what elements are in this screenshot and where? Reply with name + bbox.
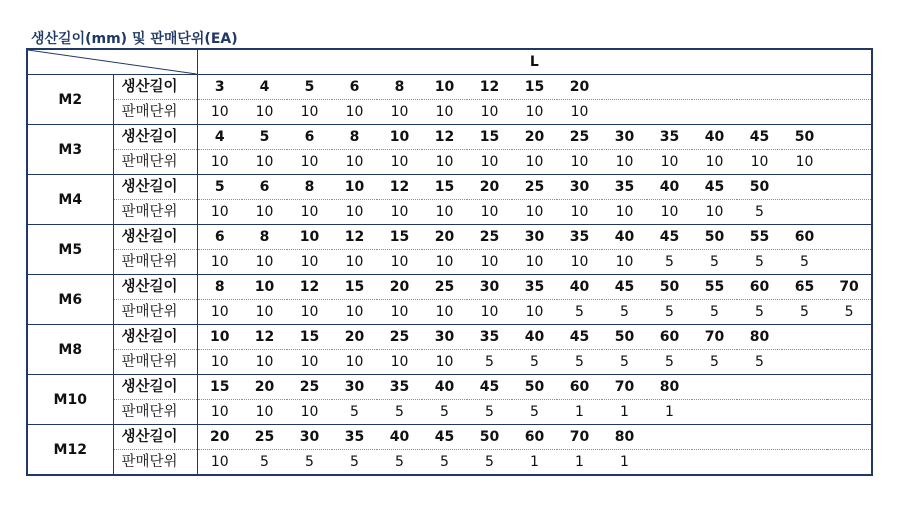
length-cell: 35 [332,425,377,450]
length-cell: 15 [377,225,422,250]
size-row-unit [27,100,872,125]
length-cell: 15 [332,275,377,300]
row-label-length: 생산길이 [113,325,197,350]
unit-cell [602,100,647,125]
unit-cell: 10 [737,150,782,175]
size-row-unit [27,400,872,425]
unit-cell: 5 [512,400,557,425]
length-cell: 10 [422,75,467,100]
unit-cell: 5 [332,450,377,476]
unit-cell: 5 [332,400,377,425]
unit-cell [827,400,872,425]
unit-cell: 10 [242,100,287,125]
unit-cell [782,450,827,476]
unit-cell: 10 [287,300,332,325]
unit-cell: 10 [287,150,332,175]
length-cell: 30 [332,375,377,400]
row-label-unit: 판매단위 [113,200,197,225]
header-row [27,49,872,75]
unit-cell: 10 [422,200,467,225]
row-label-length: 생산길이 [113,175,197,200]
length-cell: 25 [287,375,332,400]
unit-cell: 5 [422,400,467,425]
length-cell: 80 [647,375,692,400]
unit-cell: 10 [512,100,557,125]
unit-cell: 10 [197,400,242,425]
unit-cell [827,350,872,375]
length-cell: 45 [602,275,647,300]
length-cell: 50 [737,175,782,200]
length-cell: 35 [467,325,512,350]
size-row-unit [27,450,872,476]
size-row-length [27,275,872,300]
row-label-unit: 판매단위 [113,350,197,375]
unit-cell: 1 [557,400,602,425]
length-cell: 15 [467,125,512,150]
unit-cell: 10 [692,200,737,225]
length-cell: 60 [647,325,692,350]
length-cell [782,375,827,400]
unit-cell: 10 [287,350,332,375]
length-cell: 20 [422,225,467,250]
spec-table [26,48,873,476]
length-cell: 45 [557,325,602,350]
length-cell: 40 [512,325,557,350]
unit-cell: 10 [782,150,827,175]
length-cell: 30 [602,125,647,150]
size-label: M10 [27,375,113,425]
length-cell [737,75,782,100]
length-cell: 50 [692,225,737,250]
length-cell: 20 [557,75,602,100]
unit-cell [827,150,872,175]
unit-cell: 10 [197,300,242,325]
length-cell: 12 [422,125,467,150]
length-cell: 5 [197,175,242,200]
size-row-length [27,225,872,250]
length-cell: 25 [242,425,287,450]
unit-cell: 10 [242,250,287,275]
unit-cell: 10 [467,250,512,275]
length-cell [827,75,872,100]
length-cell: 70 [692,325,737,350]
unit-cell: 10 [377,200,422,225]
length-cell: 50 [647,275,692,300]
length-cell: 35 [377,375,422,400]
unit-cell: 5 [737,250,782,275]
length-cell [827,125,872,150]
size-row-length [27,125,872,150]
spec-body [27,75,872,476]
unit-cell: 10 [332,300,377,325]
unit-cell: 10 [512,150,557,175]
length-cell: 40 [557,275,602,300]
length-cell: 30 [467,275,512,300]
length-cell [692,425,737,450]
length-cell: 15 [422,175,467,200]
unit-cell: 10 [197,350,242,375]
length-cell: 35 [602,175,647,200]
length-cell: 10 [197,325,242,350]
length-cell [602,75,647,100]
length-cell: 8 [242,225,287,250]
length-cell: 10 [242,275,287,300]
size-row-length [27,325,872,350]
length-cell: 25 [557,125,602,150]
length-cell: 40 [692,125,737,150]
length-cell: 15 [287,325,332,350]
length-cell: 50 [467,425,512,450]
unit-cell: 10 [422,100,467,125]
size-row-length [27,75,872,100]
unit-cell: 10 [467,100,512,125]
length-cell: 8 [197,275,242,300]
length-cell: 12 [242,325,287,350]
length-cell [782,175,827,200]
length-cell: 20 [512,125,557,150]
unit-cell: 10 [602,150,647,175]
length-cell: 40 [422,375,467,400]
unit-cell: 10 [422,150,467,175]
length-cell: 60 [557,375,602,400]
length-cell: 55 [737,225,782,250]
length-cell [827,425,872,450]
unit-cell: 5 [782,300,827,325]
unit-cell: 10 [197,100,242,125]
length-cell: 30 [512,225,557,250]
unit-cell: 1 [647,400,692,425]
unit-cell: 10 [287,100,332,125]
unit-cell [737,450,782,476]
unit-cell: 10 [377,150,422,175]
unit-cell: 5 [377,450,422,476]
size-row-unit [27,350,872,375]
unit-cell: 10 [287,400,332,425]
length-cell: 70 [602,375,647,400]
length-cell: 25 [512,175,557,200]
unit-cell: 5 [692,250,737,275]
length-cell: 20 [467,175,512,200]
unit-cell: 5 [377,400,422,425]
length-cell [782,325,827,350]
row-label-unit: 판매단위 [113,450,197,476]
size-label: M6 [27,275,113,325]
unit-cell: 5 [692,300,737,325]
unit-cell: 10 [422,300,467,325]
unit-cell [737,100,782,125]
unit-cell: 10 [557,150,602,175]
unit-cell: 10 [647,150,692,175]
length-cell: 45 [467,375,512,400]
size-row-length [27,175,872,200]
unit-cell: 5 [827,300,872,325]
size-row-length [27,375,872,400]
row-label-length: 생산길이 [113,125,197,150]
unit-cell: 10 [512,200,557,225]
length-cell: 10 [332,175,377,200]
row-label-unit: 판매단위 [113,250,197,275]
unit-cell: 10 [242,150,287,175]
length-cell: 70 [827,275,872,300]
unit-cell: 10 [332,200,377,225]
length-cell: 3 [197,75,242,100]
length-cell: 5 [242,125,287,150]
unit-cell: 10 [557,250,602,275]
length-cell: 8 [287,175,332,200]
length-cell: 60 [512,425,557,450]
size-label: M12 [27,425,113,476]
unit-cell: 10 [242,200,287,225]
unit-cell: 5 [692,350,737,375]
row-label-length: 생산길이 [113,75,197,100]
unit-cell: 10 [602,200,647,225]
unit-cell: 5 [602,300,647,325]
unit-cell [692,100,737,125]
unit-cell: 10 [197,250,242,275]
unit-cell: 5 [737,300,782,325]
length-cell: 20 [332,325,377,350]
size-label: M3 [27,125,113,175]
unit-cell [692,450,737,476]
length-cell: 40 [647,175,692,200]
length-cell: 45 [737,125,782,150]
row-label-unit: 판매단위 [113,400,197,425]
length-cell: 6 [332,75,377,100]
unit-cell: 10 [377,100,422,125]
column-group-header-L: L [197,49,872,75]
length-cell: 35 [647,125,692,150]
unit-cell [827,250,872,275]
length-cell [737,375,782,400]
unit-cell: 10 [512,250,557,275]
length-cell [782,75,827,100]
unit-cell [782,100,827,125]
unit-cell: 10 [647,200,692,225]
corner-cell [27,49,197,75]
unit-cell: 10 [467,200,512,225]
size-row-unit [27,250,872,275]
unit-cell: 1 [602,400,647,425]
unit-cell: 5 [467,450,512,476]
length-cell: 45 [692,175,737,200]
length-cell: 45 [647,225,692,250]
unit-cell: 5 [782,250,827,275]
length-cell: 15 [197,375,242,400]
row-label-length: 생산길이 [113,225,197,250]
length-cell: 12 [332,225,377,250]
unit-cell: 5 [602,350,647,375]
length-cell: 30 [422,325,467,350]
unit-cell: 10 [242,300,287,325]
unit-cell [647,100,692,125]
length-cell [737,425,782,450]
unit-cell [782,400,827,425]
length-cell: 10 [377,125,422,150]
unit-cell: 5 [512,350,557,375]
row-label-length: 생산길이 [113,375,197,400]
unit-cell: 5 [647,300,692,325]
length-cell [647,425,692,450]
length-cell: 12 [467,75,512,100]
unit-cell: 10 [197,200,242,225]
length-cell: 60 [782,225,827,250]
unit-cell: 5 [287,450,332,476]
unit-cell: 5 [737,200,782,225]
diagonal-line [28,50,197,74]
length-cell: 10 [287,225,332,250]
length-cell: 50 [512,375,557,400]
unit-cell: 5 [467,350,512,375]
unit-cell: 10 [467,300,512,325]
length-cell: 50 [602,325,647,350]
unit-cell: 5 [557,350,602,375]
length-cell: 35 [512,275,557,300]
length-cell: 70 [557,425,602,450]
unit-cell: 10 [422,350,467,375]
size-label: M8 [27,325,113,375]
size-label: M5 [27,225,113,275]
length-cell [827,175,872,200]
length-cell: 80 [602,425,647,450]
unit-cell: 5 [737,350,782,375]
length-cell: 8 [377,75,422,100]
length-cell: 40 [377,425,422,450]
unit-cell: 10 [557,100,602,125]
length-cell: 4 [197,125,242,150]
length-cell: 6 [197,225,242,250]
unit-cell: 5 [422,450,467,476]
length-cell: 35 [557,225,602,250]
length-cell: 12 [377,175,422,200]
size-label: M2 [27,75,113,125]
row-label-unit: 판매단위 [113,300,197,325]
unit-cell [647,450,692,476]
length-cell: 40 [602,225,647,250]
length-cell: 80 [737,325,782,350]
length-cell: 6 [242,175,287,200]
unit-cell: 10 [377,300,422,325]
length-cell [782,425,827,450]
unit-cell [692,400,737,425]
size-row-unit [27,200,872,225]
unit-cell: 5 [557,300,602,325]
size-row-unit [27,300,872,325]
length-cell [827,325,872,350]
length-cell: 6 [287,125,332,150]
length-cell: 20 [197,425,242,450]
length-cell: 50 [782,125,827,150]
length-cell: 5 [287,75,332,100]
unit-cell: 10 [332,350,377,375]
unit-cell [782,350,827,375]
row-label-unit: 판매단위 [113,150,197,175]
length-cell [692,75,737,100]
length-cell [827,375,872,400]
unit-cell: 10 [467,150,512,175]
unit-cell [737,400,782,425]
size-row-unit [27,150,872,175]
unit-cell: 10 [422,250,467,275]
length-cell: 60 [737,275,782,300]
unit-cell: 1 [512,450,557,476]
length-cell: 8 [332,125,377,150]
row-label-unit: 판매단위 [113,100,197,125]
length-cell [692,375,737,400]
unit-cell [782,200,827,225]
size-label: M4 [27,175,113,225]
unit-cell: 5 [242,450,287,476]
row-label-length: 생산길이 [113,275,197,300]
unit-cell: 10 [332,150,377,175]
unit-cell: 10 [287,200,332,225]
unit-cell: 5 [467,400,512,425]
length-cell: 30 [557,175,602,200]
length-cell: 25 [467,225,512,250]
unit-cell: 10 [332,250,377,275]
unit-cell: 10 [197,450,242,476]
unit-cell [827,100,872,125]
length-cell: 15 [512,75,557,100]
length-cell: 30 [287,425,332,450]
length-cell: 65 [782,275,827,300]
unit-cell: 10 [377,350,422,375]
unit-cell: 10 [287,250,332,275]
length-cell: 25 [377,325,422,350]
length-cell: 55 [692,275,737,300]
length-cell: 12 [287,275,332,300]
length-cell: 25 [422,275,467,300]
unit-cell [827,200,872,225]
unit-cell: 10 [557,200,602,225]
length-cell [647,75,692,100]
unit-cell: 10 [242,350,287,375]
unit-cell: 10 [602,250,647,275]
length-cell [827,225,872,250]
length-cell: 20 [377,275,422,300]
table-caption: 생산길이(mm) 및 판매단위(EA) [31,31,238,47]
unit-cell: 10 [512,300,557,325]
length-cell: 4 [242,75,287,100]
length-cell: 45 [422,425,467,450]
unit-cell: 10 [377,250,422,275]
length-cell: 20 [242,375,287,400]
unit-cell: 10 [332,100,377,125]
unit-cell: 10 [197,150,242,175]
row-label-length: 생산길이 [113,425,197,450]
unit-cell: 1 [557,450,602,476]
size-row-length [27,425,872,450]
unit-cell: 5 [647,250,692,275]
unit-cell: 10 [242,400,287,425]
unit-cell: 1 [602,450,647,476]
unit-cell [827,450,872,476]
unit-cell: 5 [647,350,692,375]
unit-cell: 10 [692,150,737,175]
